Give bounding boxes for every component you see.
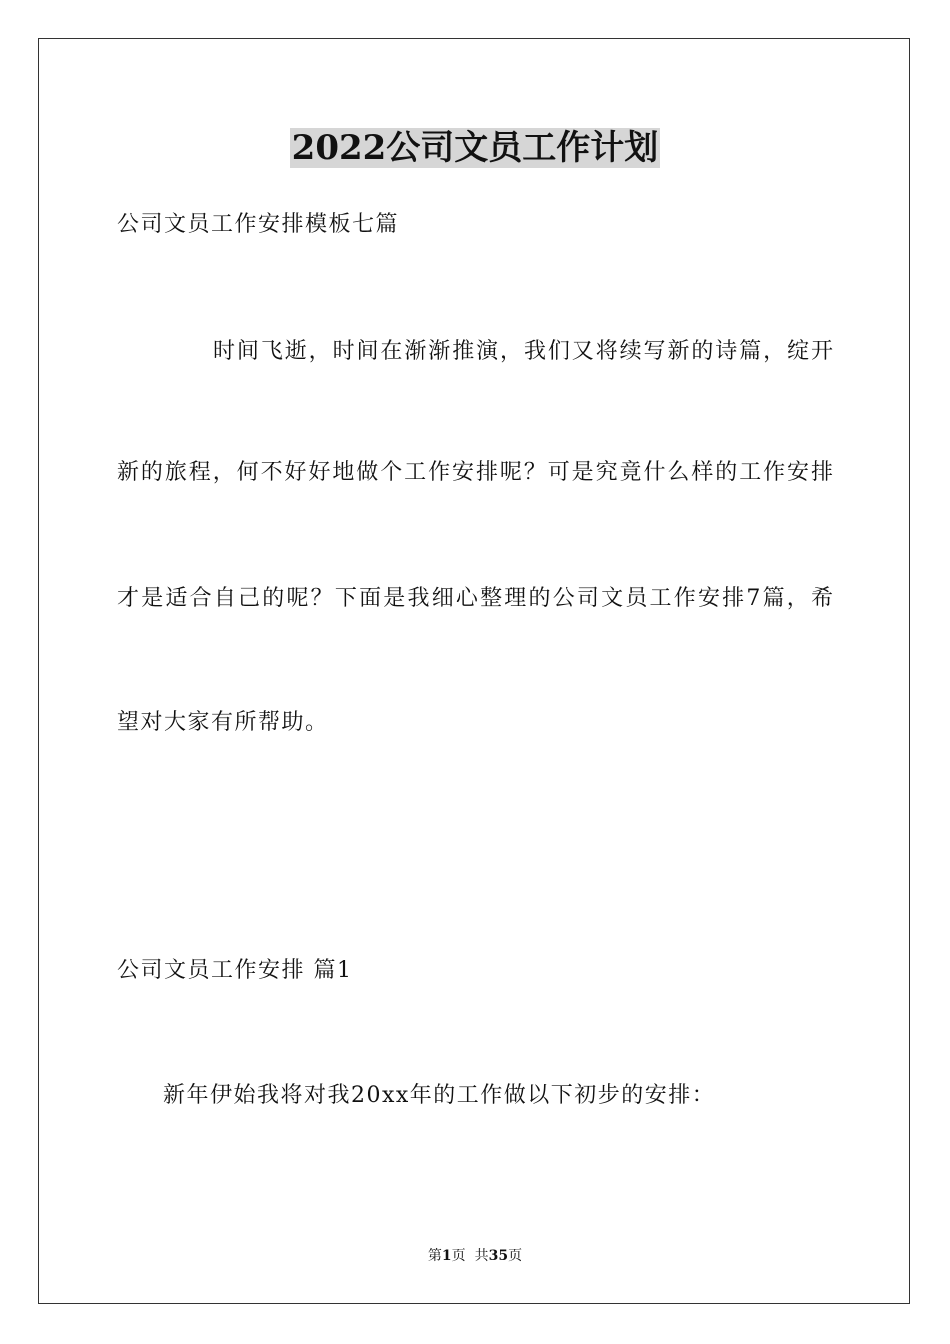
intro-paragraph-line-2: 新的旅程，何不好好地做个工作安排呢？可是究竟什么样的工作安排: [117, 460, 833, 485]
document-title: [0, 126, 950, 170]
document-title-text: 2022公司文员工作计划: [291, 128, 659, 168]
section-heading: 公司文员工作安排 篇1: [117, 958, 353, 983]
document-subtitle: 公司文员工作安排模板七篇: [117, 212, 400, 237]
footer-prefix: 第: [427, 1248, 442, 1264]
footer-current-page: 1: [441, 1248, 452, 1264]
page-number-footer: [0, 1246, 950, 1266]
footer-total-pages: 35: [488, 1248, 509, 1264]
intro-paragraph-line-3: 才是适合自己的呢？下面是我细心整理的公司文员工作安排7篇，希: [117, 586, 833, 611]
intro-paragraph-line-1: 时间飞逝，时间在渐渐推演，我们又将续写新的诗篇，绽开: [213, 339, 833, 364]
footer-mid: 页 共: [451, 1248, 489, 1264]
intro-paragraph-line-4: 望对大家有所帮助。: [117, 710, 329, 735]
section-paragraph-line-1: 新年伊始我将对我20xx年的工作做以下初步的安排：: [163, 1083, 716, 1108]
footer-suffix: 页: [508, 1248, 523, 1264]
